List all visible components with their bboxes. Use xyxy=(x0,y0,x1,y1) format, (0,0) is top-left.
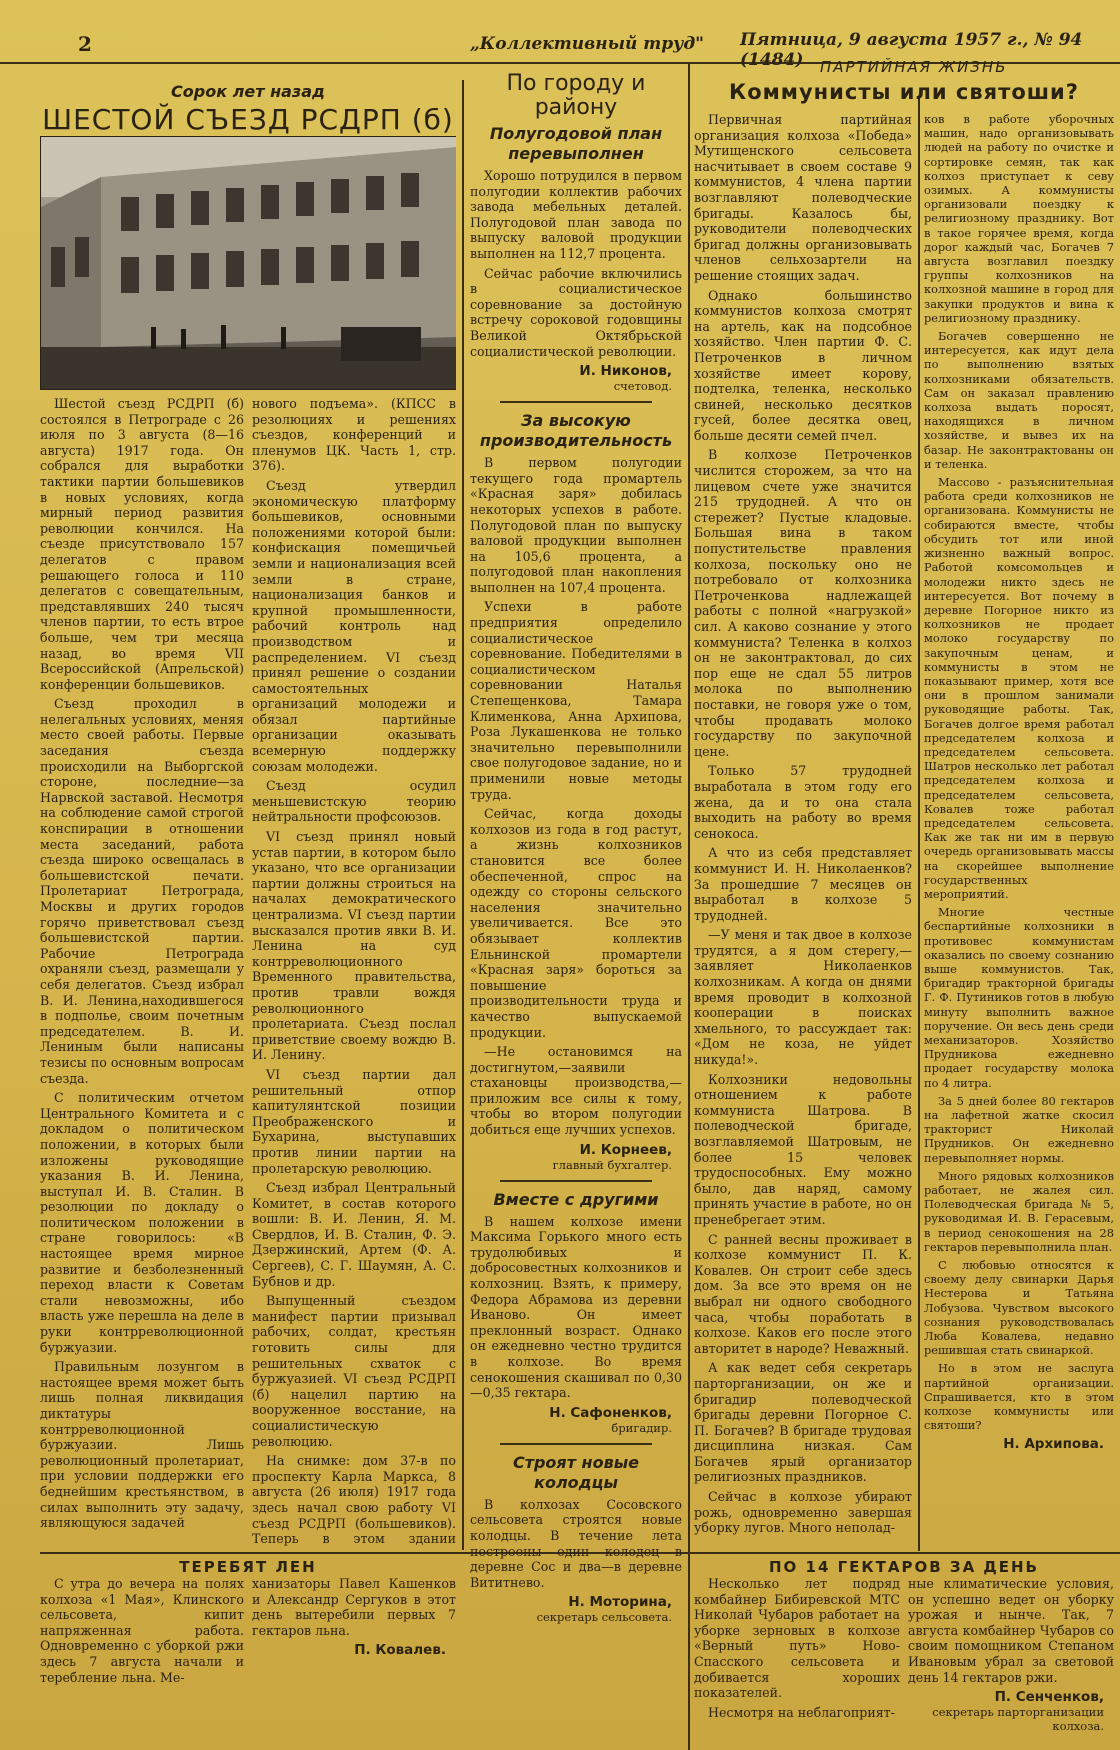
bottom-rule-right xyxy=(688,1552,1120,1554)
article-communists-header xyxy=(694,80,1114,116)
paragraph: С ранней весны проживает в колхозе коммунист П. К. Ковалев. Он строит себе здесь дом. За все это время он не выбрал ни одного свободного часа, чтобы поработать в колхозе. Каков его после этого авторитет в народе? Неважный. xyxy=(694,1231,912,1356)
paragraph: В колхозе Петроченков числится сторожем, за что на лицевом счете уже значится 215 трудодней. А что он стережет? Пустые кладовые. Большая вина в таком попустительстве правления колхоза, поскольку оно не потребовало от колхозника Петроченкова надлежащей работы с полной «нагрузкой» сил. А каково сознание у этого коммуниста? Теленка в колхоз он не законтрактовал, до сих пор еще не сдал 55 литров молока по выполнению поставки, не говоря уже о том, чтобы продавать молоко государству по закупочной цене. xyxy=(694,447,912,759)
paragraph: Многие честные беспартийные колхозники в противовес коммунистам оказались по своему сознанию выше коммунистов. Так, бригадир тракторной бригады Г. Ф. Путиников готов в любую минуту выполнить важное поручение. Он весь день среди механизаторов. Хозяйство Прудникова ежедневно продает государству молока по 4 литра. xyxy=(924,905,1114,1090)
article-14-hectares xyxy=(694,1558,1114,1748)
article-flax xyxy=(40,1558,456,1743)
paragraph: Только 57 трудодней выработала в этом году его жена, да и то она стала выходить на работу во время сенокоса. xyxy=(694,763,912,841)
paragraph: С любовью относятся к своему делу свинарки Дарья Нестерова и Татьяна Лобузова. Чувством высокого сознания руководствовалась Люба Ковалева, недавно решившая стать свинаркой. xyxy=(924,1258,1114,1358)
author-signature: Н. Сафоненков, xyxy=(549,1404,672,1421)
article-subtitle: Полугодовой план перевыполнен xyxy=(489,124,663,163)
author-role: секретарь парторганизации колхоза. xyxy=(932,1705,1104,1734)
paragraph: Первичная партийная организация колхоза «Победа» Мутищенского сельсовета насчитывает в своем составе 9 коммунистов, 4 члена партии возглавляют полеводческие бригады. Казалось бы, руководители полеводческих бригад должны организовывать членов сельхозартели на решение стоящих задач. xyxy=(694,112,912,283)
paragraph: А что из себя представляет коммунист И. Н. Николаенков? За прошедшие 7 месяцев он выработал в колхозе 5 трудодней. xyxy=(694,845,912,923)
article-communists-right xyxy=(924,112,1114,1548)
hectares-body xyxy=(694,1576,1114,1737)
author-signature: П. Ковалев. xyxy=(354,1642,446,1659)
paragraph: В нашем колхозе имени Максима Горького много есть трудолюбивых и добросовестных колхозников и колхозниц. Взять, к примеру, Федора Абрамова из деревни Иваново. Он имеет преклонный возраст. Однако он ежедневно честно трудится в колхозе. Во время сенокошения скашивал по 0,30—0,35 гектара. xyxy=(470,1213,682,1401)
paragraph: VI съезд партии дал решительный отпор капитулянтской позиции Преображенского и Бухарина, выступавших против линии партии на пролетарскую революцию. xyxy=(252,1066,456,1176)
article-communists-left xyxy=(694,112,912,1548)
paragraph: Сейчас, когда доходы колхозов из года в год растут, а жизнь колхозников становится все более обеспеченной, спрос на одежду со стороны сельского населения значительно увеличивается. Все это обязывает коллектив Ельнинской промартели «Красная заря» бороться за повышение производительности труда и качество выпускаемой продукции. xyxy=(470,806,682,1040)
divider xyxy=(500,1443,652,1445)
page-number: 2 xyxy=(78,32,92,56)
building-photo xyxy=(40,136,456,390)
paragraph: Несколько лет подряд комбайнер Бибиревской МТС Николай Чубаров работает на уборке зерновых в колхозе «Верный путь» Ново-Спасского сельсовета и добивается хороших показателей. xyxy=(694,1576,900,1701)
paragraph: Съезд избрал Центральный Комитет, в состав которого вошли: В. И. Ленин, Я. М. Свердлов, И. В. Сталин, Ф. Э. Дзержинский, Артем (Ф. А. Сергеев), С. Г. Шаумян, А. С. Бубнов и др. xyxy=(252,1180,456,1289)
issue-date: Пятница, 9 августа 1957 г., № 94 (1484) xyxy=(740,30,1083,70)
rubric-party-life: ПАРТИЙНАЯ ЖИЗНЬ xyxy=(820,58,1008,76)
column-rule-3 xyxy=(918,96,920,1551)
paragraph: Богачев совершенно не интересуется, как идут дела по выполнению взятых колхозниками обязательств. Сам он заказал правлению колхоза выдать поросят, находящихся в личном хозяйстве, и вывез их на базар. Не законтрактованы он и теленка. xyxy=(924,329,1114,471)
building-photo-svg xyxy=(41,137,456,389)
author-role: главный бухгалтер. xyxy=(552,1157,672,1172)
paragraph: Сейчас рабочие включились в социалистическое соревнование за достойную встречу сороковой годовщины Великой Октябрьской социалистической революции. xyxy=(470,265,682,359)
paragraph: —Не остановимся на достигнутом,—заявили стахановцы производства,—приложим все силы к тому, чтобы во втором полугодии добиться еще лучших успехов. xyxy=(470,1044,682,1138)
paragraph: Но в этом не заслуга партийной организации. Спрашивается, кто в этом колхозе коммунисты или святоши? xyxy=(924,1361,1114,1433)
article-title: ШЕСТОЙ СЪЕЗД РСДРП (б) xyxy=(42,103,454,136)
paragraph: Несмотря на неблагоприят- xyxy=(708,1704,895,1720)
paragraph: Успехи в работе предприятия определило социалистическое соревнование. Победителями в социалистическом соревновании Наталья Степещенкова, Тамара Клименкова, Анна Архипова, Роза Лукашенкова не только значительно перевыполнили свое полугодовое задание, но и применили новые методы труда. xyxy=(470,599,682,802)
paragraph: Съезд осудил меньшевистскую теорию нейтральности профсоюзов. xyxy=(252,778,456,825)
column-rule-1 xyxy=(462,80,464,1550)
paragraph: Сейчас в колхозе убирают рожь, одновременно завершая уборку лугов. Много неполад- xyxy=(694,1489,912,1536)
flax-left-column xyxy=(40,1576,244,1689)
flax-body xyxy=(40,1576,456,1689)
paragraph: Съезд проходил в нелегальных условиях, меняя место своей работы. Первые заседания съезда происходили на Выборгской стороне, последние—за Нарвской заставой. Несмотря на соблюдение самой строгой конспирации в отношении места заседаний, работа съезда широко освещалась в большевистской печати. Пролетариат Петрограда, Москвы и других городов горячо приветствовал съезд большевистской партии. Рабочие Петрограда охраняли съезд, размещали у себя делегатов. Съезд избрал В. И. Ленина,находившегося в подполье, своим почетным председателем. В. И. Лениным были написаны тезисы по основным вопросам съезда. xyxy=(40,696,244,1086)
paper-name: „Коллективный труд" xyxy=(470,34,704,54)
flax-right-column xyxy=(252,1576,456,1689)
author-role: бригадир. xyxy=(611,1420,672,1435)
article-subtitle: За высокую производительность xyxy=(479,411,673,451)
column-city-district xyxy=(470,72,682,1748)
paragraph: Однако большинство коммунистов колхоза смотрят на артель, как на подсобное хозяйство. Член партии Ф. С. Петроченков в личном хозяйстве имеет корову, подтелка, теленка, несколько свиней, несколько десятков гусей, более десятка овец, больше десяти семей пчел. xyxy=(694,287,912,443)
author-signature: И. Никонов, xyxy=(579,363,672,380)
author-role: счетовод. xyxy=(613,379,672,394)
author-role: секретарь сельсовета. xyxy=(536,1610,672,1625)
paragraph: С политическим отчетом Центрального Комитета и с докладом о политическом положении, в которых были изложены руководящие указания В. И. Ленина, выступал И. В. Сталин. В резолюции по докладу о политическом положении в стране говорилось: «В настоящее время мирное развитие и безболезненный переход власти к Советам стали невозможны, ибо власть уже перешла на деле в руки контрреволюционной буржуазии. xyxy=(40,1090,244,1355)
paragraph: За 5 дней более 80 гектаров на лафетной жатке скосил тракторист Николай Прудников. Он ежедневно перевыполняет нормы. xyxy=(924,1093,1114,1165)
hectares-left-column xyxy=(694,1576,900,1737)
paragraph: Колхозники недовольны отношением к работе коммуниста Шатрова. В полеводческой бригаде, возглавляемой Шатровым, не более 15 человек трудоспособных. Ему можно было, дав наряд, самому принять участие в работе, но он пренебрегает этим. xyxy=(694,1071,912,1227)
divider xyxy=(500,1180,652,1182)
paragraph: Хорошо потрудился в первом полугодии коллектив рабочих завода мебельных деталей. Полугодовой план завода по выпуску валовой продукции выполнен на 112,7 процента. xyxy=(470,168,682,261)
paragraph: В колхозах Сосовского сельсовета строятся новые колодцы. В течение лета построены один колодец в деревне Сос и два—в деревне Вититнево. xyxy=(470,1496,682,1590)
hectares-right-column xyxy=(908,1576,1114,1737)
article-subtitle: Строят новые колодцы xyxy=(512,1452,640,1492)
divider xyxy=(500,401,652,403)
paragraph: Правильным лозунгом в настоящее время может быть лишь полная ликвидация диктатуры контрреволюционной буржуазии. Лишь революционный пролетариат, при условии поддержки его беднейшим крестьянством, в силах выполнить эту задачу, являющуюся задачей xyxy=(40,1359,244,1531)
paragraph: Выпущенный съездом манифест партии призывал рабочих, солдат, крестьян готовить силы для решительных схваток с буржуазией. VI съезд РСДРП (б) нацелил партию на вооруженное восстание, на социалистическую революцию. xyxy=(252,1293,456,1449)
author-signature: Н. Моторина, xyxy=(568,1594,672,1611)
column-rule-2 xyxy=(688,64,690,1750)
author-signature: Н. Архипова. xyxy=(1003,1436,1104,1453)
paragraph: Массово - разъяснительная работа среди колхозников не организована. Коммунисты не собираются вместе, чтобы обсудить тот или иной жизненно важный вопрос. Работой комсомольцев и молодежи никто здесь не интересуется. Вот почему в деревне Погорное никто из колхозников не продает молоко государству по закупочным ценам, и коммунисты в этом не показывают пример, хотя все они в прошлом занимали руководящие работы. Так, Богачев долгое время работал председателем колхоза и председателем сельсовета. Шатров несколько лет работал председателем колхоза и председателем сельсовета, Ковалев тоже работал председателем сельсовета. Как же так ни им в первую очередь организовывать массы на скорейшее выполнение государственных мероприятий. xyxy=(924,475,1114,901)
article-left-column xyxy=(40,396,244,1546)
article-body xyxy=(40,396,456,1546)
paragraph: нового подъема». (КПСС в резолюциях и решениях съездов, конференций и пленумов ЦК. Часть 1, стр. 376). xyxy=(252,396,456,474)
article-title: ПО 14 ГЕКТАРОВ ЗА ДЕНЬ xyxy=(768,1558,1039,1576)
paragraph: Шестой съезд РСДРП (б) состоялся в Петрограде с 26 июля по 3 августа (8—16 августа) 1917 года. Он собрался для выработки тактики партии большевиков в новых условиях, когда мирный период развития революции кончился. На съезде присутствовало 157 делегатов с правом решающего голоса и 110 делегатов с совещательным, представлявших 240 тысяч членов партии, то есть втрое больше, чем три месяца назад, во время VII Всероссийской (Апрельской) конференции большевиков. xyxy=(40,396,244,692)
paragraph: А как ведет себя секретарь парторганизации, он же и бригадир полеводческой бригады деревни Погорное С. П. Богачев? В бригаде трудовая дисциплина низкая. Сам Богачев ярый организатор религиозных праздников. xyxy=(694,1360,912,1485)
author-signature: П. Сенченков, xyxy=(994,1689,1104,1706)
article-right-column xyxy=(252,396,456,1546)
paragraph: ные климатические условия, он успешно ведет он уборку урожая и нынче. Так, 7 августа комбайнер Чубаров со своим помощником Степаном Ивановым убрал за световой день 14 гектаров ржи. xyxy=(908,1576,1114,1685)
article-kicker: Сорок лет назад xyxy=(171,82,325,101)
paragraph: ков в работе уборочных машин, надо организовывать людей на работу по очистке и сортировке семян, так как колхоз приступает к севу озимых. А коммунисты организовали поездку к религиозному празднику. Вот в такое горячее время, когда дорог каждый час, Богачев 7 августа возглавил поездку группы колхозников на колхозной машине в город для закупки продуктов и вина к религиозному празднику. xyxy=(924,112,1114,325)
paragraph: В первом полугодии текущего года промартель «Красная заря» добилась некоторых успехов в работе. Полугодовой план по выпуску валовой продукции выполнен на 105,6 процента, а полугодовой план накопления выполнен на 107,4 процента. xyxy=(470,455,682,595)
paragraph: Съезд утвердил экономическую платформу большевиков, основными положениями которой были: конфискация помещичьей земли и национализация всей земли в стране, национализация банков и крупной промышленности, рабочий контроль над производством и распределением. VI съезд принял решение о создании самостоятельных организаций молодежи и обязал партийные организации оказывать всемерную поддержку союзам молодежи. xyxy=(252,477,456,774)
article-title: Коммунисты или святоши? xyxy=(729,80,1079,104)
paragraph: ханизаторы Павел Кашенков и Александр Сергуков в этот день вытеребили первых 7 гектаров льна. xyxy=(252,1576,456,1638)
article-title: ТЕРЕБЯТ ЛЕН xyxy=(179,1558,317,1576)
article-sixth-congress xyxy=(40,80,456,1546)
author-signature: И. Корнеев, xyxy=(579,1141,672,1158)
paragraph: —У меня и так двое в колхозе трудятся, а я дом стерегу,—заявляет Николаенков колхозникам. А когда он днями время проводит в колхозной кооперации в поисках хмельного, то рассуждает так: «Дом не коза, не уйдет никуда!». xyxy=(694,927,912,1068)
photo-caption: На снимке: дом 37-в по проспекту Карла Маркса, 8 августа (26 июля) 1917 года здесь начал свою работу VI съезд РСДРП (большевиков). Теперь в этом здании xyxy=(252,1453,456,1546)
paragraph: VI съезд принял новый устав партии, в котором было указано, что все организации партии должны строиться на началах демократического централизма. VI съезд партии высказался против явки В. И. Ленина на суд контрреволюционного Временного правительства, против травли вождя революционного пролетариата. Съезд послал приветствие своему вождю В. И. Ленину. xyxy=(252,829,456,1063)
paragraph: С утра до вечера на полях колхоза «1 Мая», Клинского сельсовета, кипит напряженная работа. Одновременно с уборкой ржи здесь 7 августа начали и теребление льна. Ме- xyxy=(40,1576,244,1685)
paragraph: Много рядовых колхозников работает, не жалея сил. Полеводческая бригада № 5, руководимая И. В. Герасевым, в период сенокошения на 28 гектаров перевыполнила план. xyxy=(924,1168,1114,1254)
article-subtitle: Вместе с другими xyxy=(493,1189,659,1209)
section-title: По городу и району xyxy=(506,72,646,120)
